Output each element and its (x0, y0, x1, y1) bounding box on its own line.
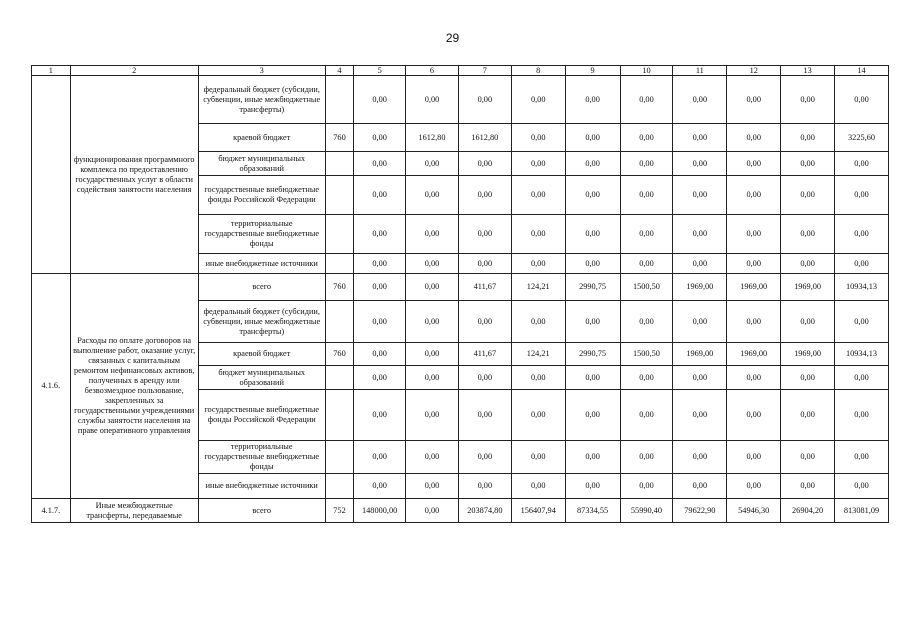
amount-cell: 0,00 (620, 124, 673, 152)
amount-cell: 0,00 (620, 474, 673, 499)
column-header: 14 (835, 66, 889, 76)
amount-cell: 0,00 (673, 215, 727, 254)
amount-cell: 0,00 (406, 152, 459, 176)
table-row (32, 499, 889, 523)
amount-cell: 0,00 (458, 152, 511, 176)
amount-cell: 0,00 (673, 441, 727, 474)
budget-code (325, 390, 353, 441)
funding-source: федеральный бюджет (субсидии, субвенции, иные межбюджетные трансферты) (198, 76, 325, 124)
amount-cell: 0,00 (458, 441, 511, 474)
amount-cell: 0,00 (511, 124, 565, 152)
amount-cell: 3225,60 (835, 124, 889, 152)
funding-source: краевой бюджет (198, 124, 325, 152)
amount-cell: 0,00 (511, 254, 565, 274)
amount-cell: 0,00 (458, 215, 511, 254)
budget-code (325, 366, 353, 390)
column-header: 1 (32, 66, 71, 76)
amount-cell: 0,00 (781, 124, 835, 152)
amount-cell: 0,00 (673, 254, 727, 274)
amount-cell: 0,00 (458, 390, 511, 441)
amount-cell: 0,00 (406, 176, 459, 215)
amount-cell: 0,00 (781, 152, 835, 176)
amount-cell: 0,00 (673, 152, 727, 176)
amount-cell: 0,00 (511, 474, 565, 499)
amount-cell: 0,00 (458, 474, 511, 499)
item-code: 4.1.7. (32, 499, 71, 523)
amount-cell: 0,00 (458, 76, 511, 124)
funding-source: территориальные государственные внебюджетные фонды (198, 215, 325, 254)
amount-cell: 411,67 (458, 274, 511, 301)
amount-cell: 0,00 (781, 301, 835, 343)
amount-cell: 0,00 (727, 124, 781, 152)
amount-cell: 0,00 (354, 474, 406, 499)
amount-cell: 0,00 (727, 76, 781, 124)
budget-code (325, 301, 353, 343)
amount-cell: 0,00 (781, 76, 835, 124)
amount-cell: 1969,00 (781, 343, 835, 366)
amount-cell: 0,00 (835, 366, 889, 390)
amount-cell: 0,00 (620, 76, 673, 124)
amount-cell: 1969,00 (781, 274, 835, 301)
amount-cell: 0,00 (406, 254, 459, 274)
amount-cell: 203874,80 (458, 499, 511, 523)
funding-source: иные внебюджетные источники (198, 254, 325, 274)
column-header: 6 (406, 66, 459, 76)
amount-cell: 0,00 (835, 474, 889, 499)
amount-cell: 87334,55 (565, 499, 620, 523)
amount-cell: 26904,20 (781, 499, 835, 523)
amount-cell: 0,00 (354, 76, 406, 124)
column-header: 9 (565, 66, 620, 76)
amount-cell: 0,00 (835, 301, 889, 343)
amount-cell: 0,00 (511, 176, 565, 215)
funding-source: бюджет муниципальных образований (198, 152, 325, 176)
amount-cell: 0,00 (835, 215, 889, 254)
amount-cell: 0,00 (458, 176, 511, 215)
amount-cell: 1969,00 (727, 274, 781, 301)
amount-cell: 0,00 (835, 152, 889, 176)
amount-cell: 0,00 (406, 390, 459, 441)
budget-code: 752 (325, 499, 353, 523)
amount-cell: 0,00 (620, 152, 673, 176)
amount-cell: 0,00 (620, 254, 673, 274)
amount-cell: 0,00 (406, 474, 459, 499)
amount-cell: 0,00 (511, 366, 565, 390)
amount-cell: 156407,94 (511, 499, 565, 523)
amount-cell: 0,00 (620, 390, 673, 441)
amount-cell: 0,00 (511, 301, 565, 343)
table-body (32, 76, 889, 523)
amount-cell: 148000,00 (354, 499, 406, 523)
funding-source: государственные внебюджетные фонды Российской Федерации (198, 390, 325, 441)
column-header: 13 (781, 66, 835, 76)
amount-cell: 0,00 (727, 176, 781, 215)
funding-source: федеральный бюджет (субсидии, субвенции, иные межбюджетные трансферты) (198, 301, 325, 343)
amount-cell: 1612,80 (406, 124, 459, 152)
amount-cell: 0,00 (727, 474, 781, 499)
budget-code (325, 254, 353, 274)
column-header: 8 (511, 66, 565, 76)
column-header: 2 (70, 66, 198, 76)
amount-cell: 813081,09 (835, 499, 889, 523)
budget-code (325, 76, 353, 124)
funding-source: иные внебюджетные источники (198, 474, 325, 499)
amount-cell: 1969,00 (673, 274, 727, 301)
amount-cell: 10934,13 (835, 274, 889, 301)
amount-cell: 0,00 (565, 441, 620, 474)
budget-code: 760 (325, 124, 353, 152)
amount-cell: 10934,13 (835, 343, 889, 366)
amount-cell: 124,21 (511, 274, 565, 301)
column-header: 4 (325, 66, 353, 76)
amount-cell: 0,00 (406, 366, 459, 390)
amount-cell: 0,00 (835, 176, 889, 215)
amount-cell: 0,00 (565, 254, 620, 274)
item-code (32, 76, 71, 274)
amount-cell: 0,00 (620, 441, 673, 474)
amount-cell: 0,00 (781, 176, 835, 215)
amount-cell: 0,00 (511, 215, 565, 254)
budget-code (325, 474, 353, 499)
amount-cell: 0,00 (673, 366, 727, 390)
amount-cell: 1500,50 (620, 343, 673, 366)
amount-cell: 0,00 (727, 441, 781, 474)
amount-cell: 0,00 (727, 390, 781, 441)
item-name: Иные межбюджетные трансферты, передаваемые (70, 499, 198, 523)
amount-cell: 0,00 (406, 441, 459, 474)
item-name: функционирования программного комплекса по предоставлению государственных услуг в области содействия занятости населения (70, 76, 198, 274)
amount-cell: 0,00 (406, 76, 459, 124)
amount-cell: 0,00 (673, 76, 727, 124)
amount-cell: 0,00 (673, 176, 727, 215)
amount-cell: 0,00 (354, 176, 406, 215)
amount-cell: 0,00 (727, 254, 781, 274)
amount-cell: 0,00 (727, 366, 781, 390)
amount-cell: 0,00 (406, 274, 459, 301)
amount-cell: 0,00 (354, 301, 406, 343)
item-name: Расходы по оплате договоров на выполнение работ, оказание услуг, связанных с капитальным ремонтом нефинансовых активов, полученных в аренду или безвозмездное пользование, закрепленных за государственными учреждениями службы занятости населения на праве оперативного управления (70, 274, 198, 499)
amount-cell: 2990,75 (565, 343, 620, 366)
budget-table (31, 65, 889, 523)
amount-cell: 79622,90 (673, 499, 727, 523)
amount-cell: 0,00 (565, 152, 620, 176)
amount-cell: 1969,00 (727, 343, 781, 366)
budget-code (325, 152, 353, 176)
page-number: 29 (445, 31, 460, 45)
amount-cell: 0,00 (511, 390, 565, 441)
amount-cell: 0,00 (565, 215, 620, 254)
funding-source: краевой бюджет (198, 343, 325, 366)
budget-code: 760 (325, 274, 353, 301)
amount-cell: 0,00 (354, 215, 406, 254)
table-row (32, 76, 889, 124)
amount-cell: 0,00 (354, 343, 406, 366)
amount-cell: 0,00 (354, 366, 406, 390)
column-number-row (32, 66, 889, 76)
amount-cell: 0,00 (565, 301, 620, 343)
funding-source: всего (198, 499, 325, 523)
column-header: 5 (354, 66, 406, 76)
amount-cell: 0,00 (511, 76, 565, 124)
amount-cell: 0,00 (673, 301, 727, 343)
amount-cell: 0,00 (727, 215, 781, 254)
amount-cell: 0,00 (458, 254, 511, 274)
amount-cell: 0,00 (354, 441, 406, 474)
amount-cell: 0,00 (565, 366, 620, 390)
budget-code: 760 (325, 343, 353, 366)
table-row (32, 274, 889, 301)
amount-cell: 1969,00 (673, 343, 727, 366)
amount-cell: 0,00 (673, 474, 727, 499)
amount-cell: 0,00 (673, 124, 727, 152)
column-header: 12 (727, 66, 781, 76)
amount-cell: 0,00 (781, 441, 835, 474)
amount-cell: 0,00 (620, 366, 673, 390)
amount-cell: 124,21 (511, 343, 565, 366)
budget-code (325, 176, 353, 215)
amount-cell: 55990,40 (620, 499, 673, 523)
amount-cell: 0,00 (458, 366, 511, 390)
amount-cell: 54946,30 (727, 499, 781, 523)
amount-cell: 0,00 (781, 254, 835, 274)
funding-source: государственные внебюджетные фонды Российской Федерации (198, 176, 325, 215)
amount-cell: 0,00 (781, 215, 835, 254)
amount-cell: 0,00 (565, 474, 620, 499)
amount-cell: 0,00 (727, 301, 781, 343)
item-code: 4.1.6. (32, 274, 71, 499)
amount-cell: 0,00 (406, 343, 459, 366)
amount-cell: 411,67 (458, 343, 511, 366)
budget-code (325, 441, 353, 474)
amount-cell: 0,00 (511, 152, 565, 176)
amount-cell: 0,00 (781, 390, 835, 441)
amount-cell: 0,00 (458, 301, 511, 343)
column-header: 7 (458, 66, 511, 76)
amount-cell: 0,00 (354, 254, 406, 274)
amount-cell: 0,00 (565, 176, 620, 215)
amount-cell: 0,00 (354, 274, 406, 301)
column-header: 11 (673, 66, 727, 76)
amount-cell: 0,00 (354, 152, 406, 176)
column-header: 3 (198, 66, 325, 76)
amount-cell: 0,00 (511, 441, 565, 474)
amount-cell: 1500,50 (620, 274, 673, 301)
amount-cell: 0,00 (620, 215, 673, 254)
amount-cell: 0,00 (781, 474, 835, 499)
amount-cell: 0,00 (835, 441, 889, 474)
amount-cell: 0,00 (565, 76, 620, 124)
amount-cell: 0,00 (781, 366, 835, 390)
amount-cell: 0,00 (406, 301, 459, 343)
amount-cell: 2990,75 (565, 274, 620, 301)
amount-cell: 0,00 (835, 254, 889, 274)
amount-cell: 0,00 (673, 390, 727, 441)
amount-cell: 1612,80 (458, 124, 511, 152)
funding-source: всего (198, 274, 325, 301)
amount-cell: 0,00 (620, 176, 673, 215)
amount-cell: 0,00 (354, 390, 406, 441)
amount-cell: 0,00 (727, 152, 781, 176)
amount-cell: 0,00 (354, 124, 406, 152)
amount-cell: 0,00 (835, 76, 889, 124)
amount-cell: 0,00 (620, 301, 673, 343)
funding-source: территориальные государственные внебюджетные фонды (198, 441, 325, 474)
amount-cell: 0,00 (565, 124, 620, 152)
funding-source: бюджет муниципальных образований (198, 366, 325, 390)
budget-code (325, 215, 353, 254)
amount-cell: 0,00 (406, 499, 459, 523)
column-header: 10 (620, 66, 673, 76)
amount-cell: 0,00 (835, 390, 889, 441)
amount-cell: 0,00 (406, 215, 459, 254)
amount-cell: 0,00 (565, 390, 620, 441)
